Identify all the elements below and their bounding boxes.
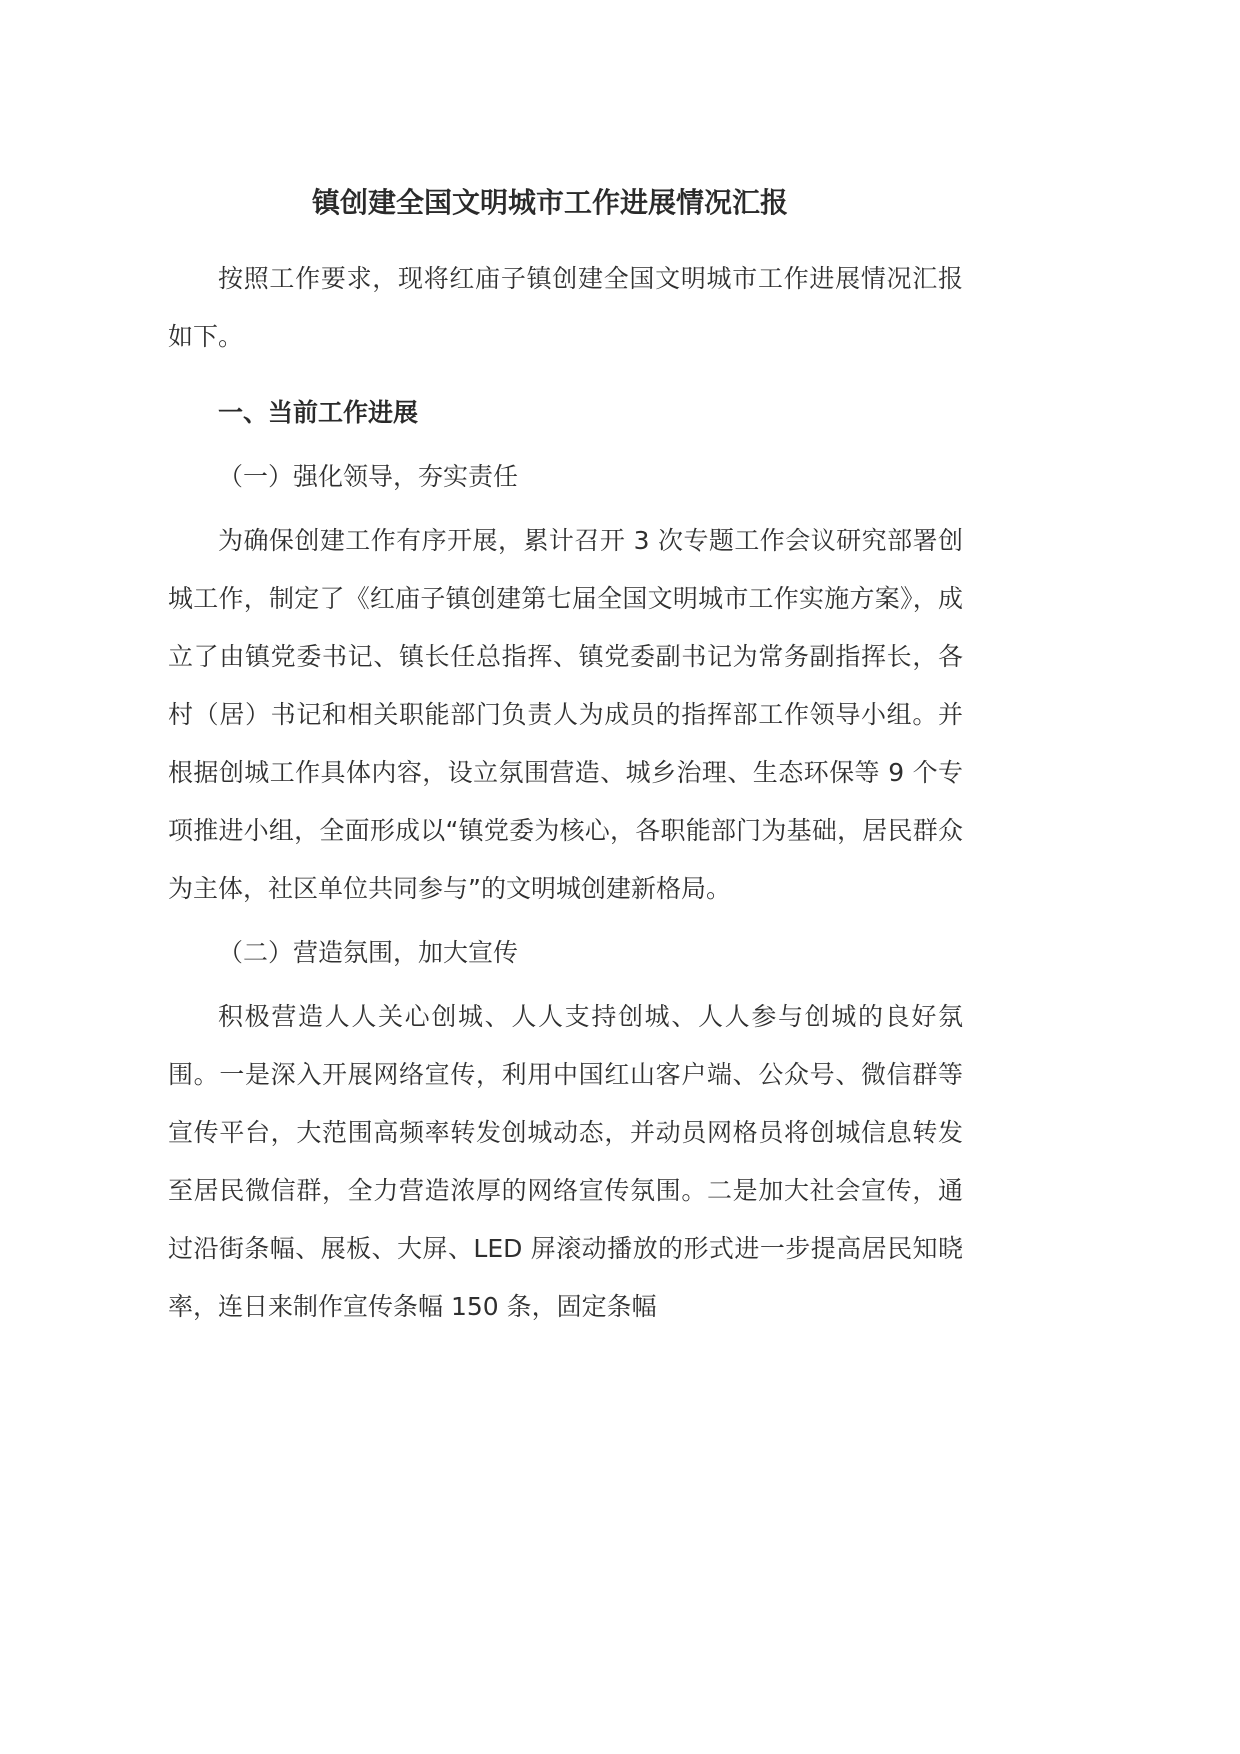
subsection-heading-leadership: （一）强化领导，夯实责任 (218, 462, 519, 491)
leadership-paragraph: 为确保创建工作有序开展，累计召开 3 次专题工作会议研究部署创城工作，制定了《红庙子镇创建第七届全国文明城市工作实施方案》，成立了由镇党委书记、镇长任总指挥、镇党委副书记为常务副指挥长，各村（居）书记和相关职能部门负责人为成员的指挥部工作领导小组。并根据创城工作具体内容，设立氛围营造、城乡治理、生态环保等 9 个专项推进小组，全面形成以“镇党委为核心，各职能部门为基础，居民群众为主体，社区单位共同参与”的文明城创建新格局。 (168, 526, 963, 903)
section-heading-current-progress: 一、当前工作进展 (218, 398, 419, 427)
subsection-heading-publicity: （二）营造氛围，加大宣传 (218, 938, 519, 967)
intro-paragraph: 按照工作要求，现将红庙子镇创建全国文明城市工作进展情况汇报如下。 (168, 264, 963, 351)
section-gap (168, 366, 963, 374)
document-title: 镇创建全国文明城市工作进展情况汇报 (311, 186, 788, 219)
document-body (168, 250, 963, 1336)
publicity-paragraph: 积极营造人人关心创城、人人支持创城、人人参与创城的良好氛围。一是深入开展网络宣传，利用中国红山客户端、公众号、微信群等宣传平台，大范围高频率转发创城动态，并动员网格员将创城信息转发至居民微信群，全力营造浓厚的网络宣传氛围。二是加大社会宣传，通过沿街条幅、展板、大屏、LED 屏滚动播放的形式进一步提高居民知晓率，连日来制作宣传条幅 150 条，固定条幅 (168, 1002, 963, 1321)
